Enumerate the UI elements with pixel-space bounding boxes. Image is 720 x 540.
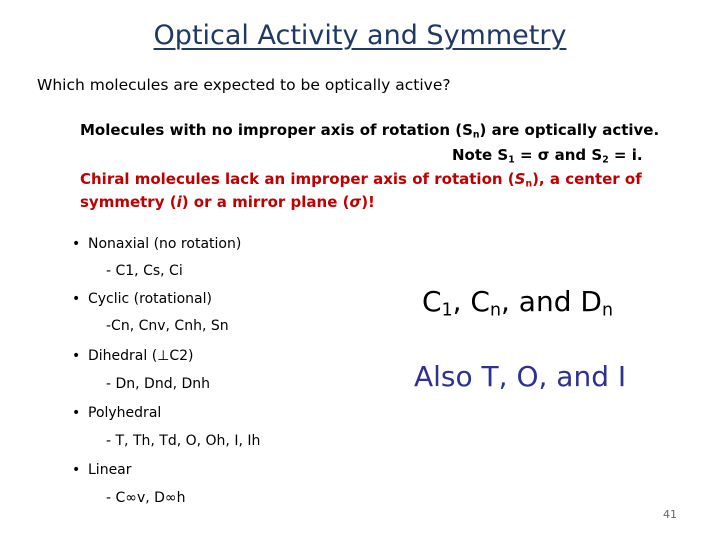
group-members-linear: - C∞v, D∞h (106, 490, 186, 506)
group-item-linear: • Linear (72, 462, 132, 478)
group-item-dihedral: • Dihedral (⊥C2) (72, 348, 194, 364)
group-item-cyclic: • Cyclic (rotational) (72, 291, 212, 307)
chiral-statement-line1: Chiral molecules lack an improper axis of rotation $(S_n)$, a center of (80, 170, 642, 190)
note-statement: Note $S_1 = \sigma$ and $S_2 = i$. (452, 146, 643, 166)
slide-title: Optical Activity and Symmetry (153, 20, 567, 51)
group-item-nonaxial: • Nonaxial (no rotation) (72, 236, 242, 252)
improper-axis-statement: Molecules with no improper axis of rotation $(S_n)$ are optically active. (80, 121, 660, 141)
group-members-polyhedral: - T, Th, Td, O, Oh, I, Ih (106, 433, 261, 449)
question-text: Which molecules are expected to be optically active? (37, 76, 451, 94)
chiral-groups-answer: $C_1$, $C_n$, and $D_n$ (422, 285, 613, 321)
group-members-nonaxial: - C1, Cs, Ci (106, 263, 183, 279)
chiral-statement-line2: symmetry (i) or a mirror plane (σ)! (80, 193, 375, 211)
also-groups-answer: Also T, O, and I (414, 360, 627, 393)
page-number: 41 (663, 508, 677, 521)
group-members-dihedral: - Dn, Dnd, Dnh (106, 376, 211, 392)
group-item-polyhedral: • Polyhedral (72, 405, 162, 421)
group-members-cyclic: -Cn, Cnv, Cnh, Sn (106, 318, 229, 334)
